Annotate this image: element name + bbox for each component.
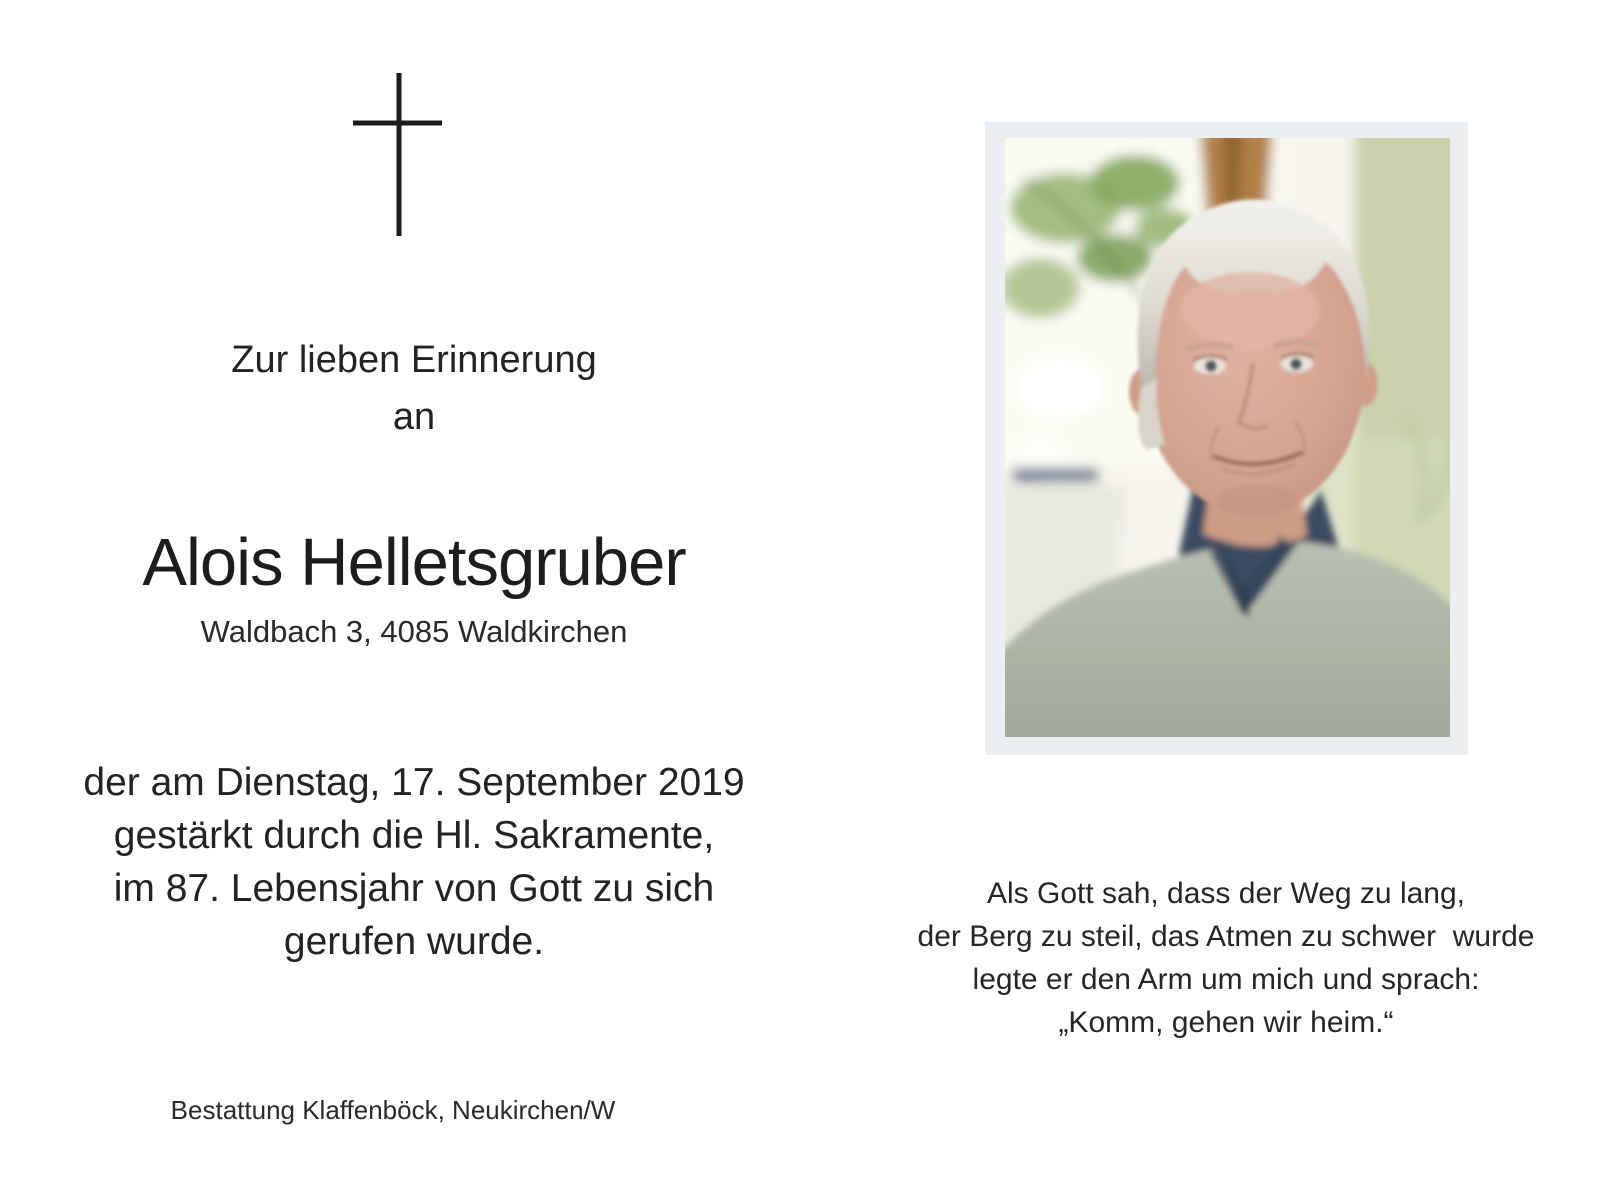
poem-line: „Komm, gehen wir heim.“ xyxy=(1058,1006,1394,1039)
poem-line: Als Gott sah, dass der Weg zu lang, xyxy=(986,877,1466,910)
memorial-header-line2: an xyxy=(392,396,436,438)
death-notice-line: der am Dienstag, 17. September 2019 xyxy=(83,761,745,804)
deceased-address: Waldbach 3, 4085 Waldkirchen xyxy=(200,614,628,649)
poem xyxy=(863,872,1589,1044)
cross-icon xyxy=(353,72,443,238)
memorial-header xyxy=(0,332,828,446)
poem-line: der Berg zu steil, das Atmen zu schwer wurde xyxy=(917,920,1535,953)
portrait-frame xyxy=(985,122,1468,755)
death-notice-line: gestärkt durch die Hl. Sakramente, xyxy=(113,814,715,857)
funeral-home-line: Bestattung Klaffenböck, Neukirchen/W xyxy=(170,1095,616,1125)
portrait-photo xyxy=(1005,138,1450,737)
death-notice-line: im 87. Lebensjahr von Gott zu sich xyxy=(113,867,715,910)
deceased-name: Alois Helletsgruber xyxy=(142,525,686,600)
death-notice xyxy=(0,756,828,968)
death-notice-line: gerufen wurde. xyxy=(283,920,545,963)
memorial-header-line1: Zur lieben Erinnerung xyxy=(231,339,597,381)
poem-line: legte er den Arm um mich und sprach: xyxy=(972,963,1480,996)
